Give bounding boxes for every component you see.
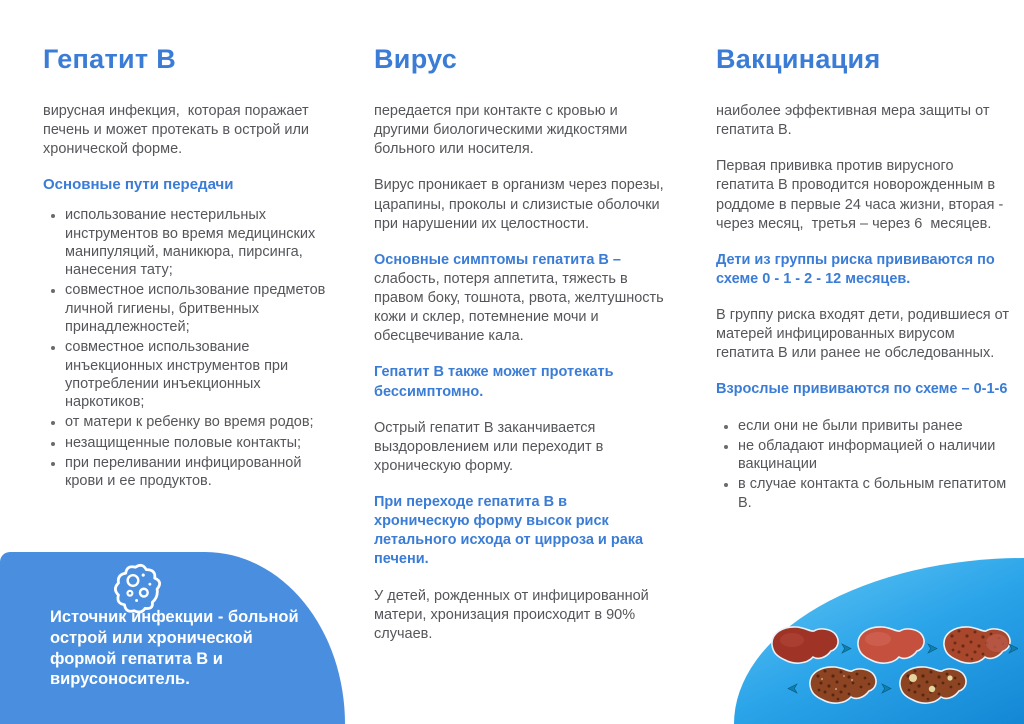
liver-progression-illustration: [766, 600, 1018, 718]
chronic-risk-note: При переходе гепатита В в хроническую форму высок риск летального исхода от цирроза и рака печени.: [374, 494, 648, 568]
risk-group-paragraph: В группу риска входят дети, родившиеся от матерей инфицированных вирусом гепатита В или ранее не обследованных.: [716, 307, 1014, 362]
column-vaccination: [716, 44, 1012, 514]
transmission-list: [43, 206, 341, 490]
infection-source-text: Источник инфекции - больной острой или хронической формой гепатита В и вирусоноситель.: [50, 608, 299, 689]
column-hepatitis-b: [43, 44, 341, 492]
transmission-item: • использование нестерильных инструментов во время медицинских манипуляций, маникюра, пирсинга, нанесения тату;: [65, 206, 341, 279]
section-title-vaccination: Вакцинация: [716, 44, 881, 74]
arrow-icon: [842, 644, 851, 653]
liver-stages-panel: [734, 558, 1024, 724]
liver-stage-5: [900, 667, 966, 703]
vaccination-intro: наиболее эффективная мера защиты от гепатита В.: [716, 103, 994, 139]
symptoms-body: слабость, потеря аппетита, тяжесть в правом боку, тошнота, рвота, желтушность кожи и склер, потемнение мочи и обесцвечивание кала.: [374, 270, 668, 345]
risk-children-schedule-note: Дети из группы риска прививаются по схеме 0 - 1 - 2 - 12 месяцев.: [716, 251, 999, 287]
arrow-icon: [788, 684, 797, 693]
section-title-hepatitis: Гепатит В: [43, 44, 177, 74]
virus-transmission-paragraph: передается при контакте с кровью и другими биологическими жидкостями больного или носителя.: [374, 103, 632, 158]
arrow-icon: [1009, 644, 1018, 653]
children-chronization-paragraph: У детей, рожденных от инфицированной матери, хронизация происходит в 90% случаев.: [374, 587, 653, 642]
adult-vaccination-item: • если они не были привиты ранее: [738, 417, 1012, 435]
adults-schedule-note: Взрослые прививаются по схеме – 0-1-6: [716, 381, 1008, 398]
vaccination-schedule-paragraph: Первая прививка против вирусного гепатита В проводится новорожденным в роддоме в первые 24 часа жизни, вторая - через месяц, третья – через 6 месяцев.: [716, 158, 1008, 232]
adult-vaccination-item: • не обладают информацией о наличии вакцинации: [738, 437, 1012, 474]
column-virus: [374, 44, 666, 661]
liver-stage-4: [810, 667, 876, 703]
infection-source-panel: [0, 552, 345, 724]
transmission-item: • совместное использование предметов личной гигиены, бритвенных принадлежностей;: [65, 281, 341, 336]
transmission-item: • незащищенные половые контакты;: [65, 434, 341, 452]
hepatitis-intro: вирусная инфекция, которая поражает печень и может протекать в острой или хронической форме.: [43, 103, 314, 158]
transmission-subheading: Основные пути передачи: [43, 176, 234, 194]
transmission-item: • при переливании инфицированной крови и ее продуктов.: [65, 454, 341, 491]
section-title-virus: Вирус: [374, 44, 458, 74]
adult-vaccination-item: • в случае контакта с больным гепатитом В.: [738, 475, 1012, 512]
acute-outcome-paragraph: Острый гепатит В заканчивается выздоровлением или переходит в хроническую форму.: [374, 419, 608, 474]
symptoms-lead: Основные симптомы гепатита В –: [374, 251, 621, 268]
virus-entry-paragraph: Вирус проникает в организм через порезы, царапины, проколы и слизистые оболочки при нарушении их целостности.: [374, 177, 668, 232]
transmission-item: • совместное использование инъекционных инструментов при употреблении инъекционных наркотиков;: [65, 338, 341, 411]
symptoms-paragraph: [374, 251, 666, 347]
liver-stage-1: [772, 627, 838, 663]
arrow-icon: [928, 644, 937, 653]
transmission-item: • от матери к ребенку во время родов;: [65, 413, 341, 431]
liver-stage-3: [944, 627, 1010, 663]
arrow-icon: [882, 684, 891, 693]
liver-stage-2: [858, 627, 924, 663]
adult-vaccination-list: [716, 417, 1012, 512]
asymptomatic-note: Гепатит В также может протекать бессимптомно.: [374, 364, 618, 400]
